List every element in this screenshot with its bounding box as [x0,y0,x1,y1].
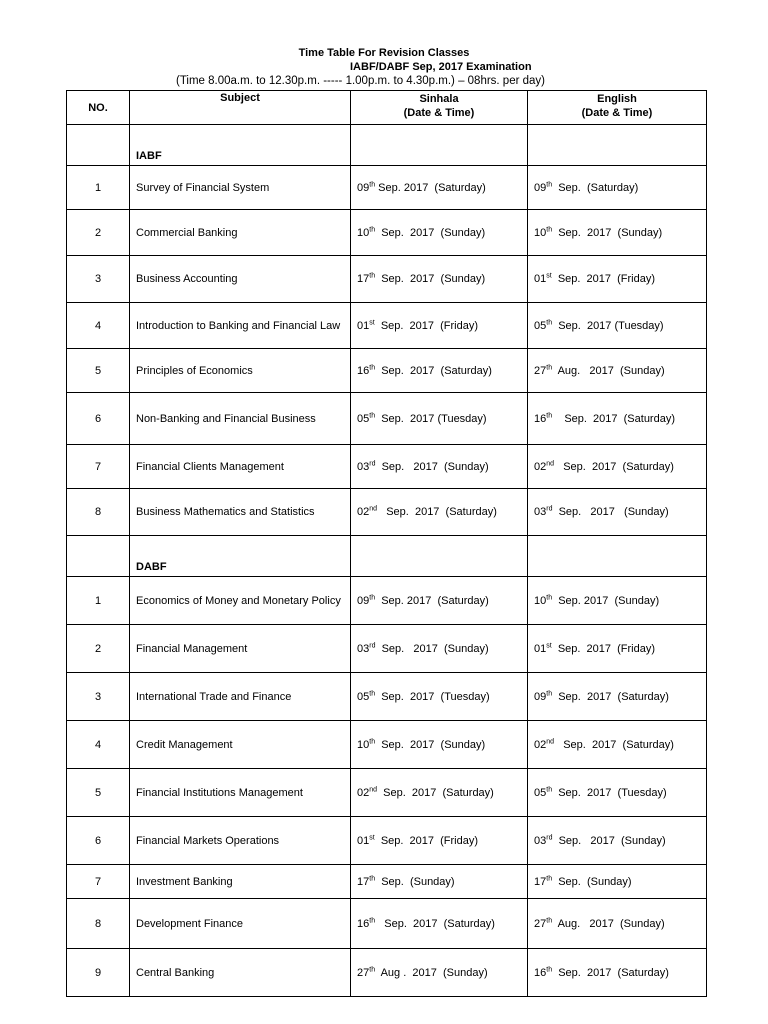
row-no: 6 [67,817,130,865]
sinhala-day: 05 [357,412,370,425]
header-english-label: English [597,93,637,105]
english-day: 05 [534,786,547,799]
row-english-date [528,625,707,673]
english-date-text [534,967,669,979]
english-day: 09 [534,181,547,194]
english-day: 01 [534,273,547,286]
english-day-suffix: th [546,594,553,602]
sinhala-day: 03 [357,642,370,655]
sinhala-date-text [357,227,485,239]
row-subject: Financial Institutions Management [130,769,351,817]
row-no: 3 [67,256,130,303]
sinhala-day-suffix: th [369,875,376,883]
sinhala-day-suffix: st [369,834,375,842]
row-english-date [528,577,707,625]
sinhala-day-suffix: th [369,226,376,234]
english-date-text [534,835,666,847]
header-sinhala [351,91,528,125]
english-month-year-weekday: Sep. (Sunday) [552,875,632,888]
row-english-date [528,166,707,210]
row-no: 1 [67,166,130,210]
sinhala-day: 01 [357,319,370,332]
row-sinhala-date [351,899,528,949]
row-subject: International Trade and Finance [130,673,351,721]
row-subject: Principles of Economics [130,349,351,393]
sinhala-date-text [357,787,494,799]
row-subject: Financial Clients Management [130,445,351,489]
row-no: 9 [67,949,130,997]
page-subtitle: IABF/DABF Sep, 2017 Examination [350,61,532,73]
english-date-text [534,413,675,425]
sinhala-day-suffix: th [369,917,376,925]
sinhala-month-year-weekday: Sep. (Sunday) [375,875,455,888]
page-title: Time Table For Revision Classes [298,47,470,59]
sinhala-day-suffix: nd [369,505,378,513]
table-row [67,949,707,997]
row-english-date [528,673,707,721]
row-sinhala-date [351,817,528,865]
header-english-datetime: (Date & Time) [581,107,653,119]
row-english-date [528,489,707,536]
sinhala-day-suffix: nd [369,786,378,794]
english-date-text [534,227,662,239]
sinhala-month-year-weekday: Aug . 2017 (Sunday) [375,966,488,979]
sinhala-day-suffix: th [369,594,376,602]
english-day: 03 [534,834,547,847]
english-day-suffix: th [546,319,553,327]
row-no: 3 [67,673,130,721]
row-no: 5 [67,349,130,393]
sinhala-day-suffix: th [369,690,376,698]
english-date-text [534,365,665,377]
section-row [67,125,707,166]
table-row [67,393,707,445]
row-sinhala-date [351,489,528,536]
english-day-suffix: nd [546,460,555,468]
english-day-suffix: th [546,364,553,372]
row-english-date [528,393,707,445]
english-month-year-weekday: Sep. 2017 (Sunday) [552,506,669,519]
english-date-text [534,506,669,518]
row-english-date [528,210,707,256]
sinhala-month-year-weekday: Sep. 2017 (Friday) [374,834,479,847]
english-day: 02 [534,460,547,473]
english-month-year-weekday: Sep. 2017 (Friday) [551,273,656,286]
english-day: 16 [534,966,547,979]
english-date-text [534,595,659,607]
row-subject: Economics of Money and Monetary Policy [130,577,351,625]
english-month-year-weekday: Aug. 2017 (Sunday) [552,364,665,377]
row-subject: Business Mathematics and Statistics [130,489,351,536]
sinhala-month-year-weekday: Sep. 2017 (Sunday) [375,642,489,655]
sinhala-day-suffix: th [369,738,376,746]
sinhala-month-year-weekday: Sep. 2017 (Sunday) [375,273,486,286]
row-english-date [528,303,707,349]
english-date-text [534,918,665,930]
english-day-suffix: th [546,786,553,794]
row-sinhala-date [351,393,528,445]
english-month-year-weekday: Sep. 2017 (Sunday) [552,226,663,239]
english-date-text [534,876,632,888]
english-date-text [534,320,664,332]
sinhala-day: 03 [357,460,370,473]
sinhala-date-text [357,182,486,194]
sinhala-day-suffix: th [369,181,376,189]
english-day: 17 [534,875,547,888]
sinhala-date-text [357,413,487,425]
table-row [67,625,707,673]
english-date-text [534,273,655,285]
row-subject: Financial Markets Operations [130,817,351,865]
english-day: 05 [534,319,547,332]
table-header-row [67,91,707,125]
english-day-suffix: th [546,690,553,698]
sinhala-day: 01 [357,834,370,847]
section-english-cell [528,125,707,166]
english-day-suffix: th [546,917,553,925]
table-row [67,817,707,865]
row-no: 2 [67,210,130,256]
english-month-year-weekday: Sep. (Saturday) [552,181,639,194]
time-note: (Time 8.00a.m. to 12.30p.m. ----- 1.00p.m. to 4.30p.m.) – 08hrs. per day) [176,75,545,87]
english-day-suffix: st [546,642,552,650]
english-day: 09 [534,690,547,703]
english-month-year-weekday: Sep. 2017 (Sunday) [552,594,660,607]
row-no: 1 [67,577,130,625]
sinhala-month-year-weekday: Sep. 2017 (Saturday) [375,917,495,930]
english-date-text [534,643,655,655]
header-english [528,91,707,125]
sinhala-month-year-weekday: Sep. 2017 (Saturday) [375,594,489,607]
row-subject: Financial Management [130,625,351,673]
row-english-date [528,769,707,817]
row-sinhala-date [351,949,528,997]
row-no: 4 [67,721,130,769]
sinhala-date-text [357,918,495,930]
row-no: 8 [67,489,130,536]
english-date-text [534,787,667,799]
sinhala-day: 02 [357,506,370,519]
english-day-suffix: th [546,966,553,974]
english-month-year-weekday: Aug. 2017 (Sunday) [552,917,665,930]
sinhala-day-suffix: rd [369,642,376,650]
sinhala-month-year-weekday: Sep. 2017 (Friday) [374,319,479,332]
sinhala-date-text [357,967,488,979]
section-sinhala-cell [351,125,528,166]
section-english-cell [528,536,707,577]
table-row [67,769,707,817]
sinhala-month-year-weekday: Sep. 2017 (Tuesday) [375,690,490,703]
row-no: 7 [67,445,130,489]
sinhala-day-suffix: st [369,319,375,327]
sinhala-month-year-weekday: Sep. 2017 (Sunday) [375,226,486,239]
section-title: DABF [130,536,351,577]
english-day: 27 [534,364,547,377]
sinhala-date-text [357,691,490,703]
sinhala-day: 17 [357,875,370,888]
table-row [67,349,707,393]
english-day-suffix: nd [546,738,555,746]
row-no: 6 [67,393,130,445]
row-no: 2 [67,625,130,673]
english-date-text [534,739,674,751]
row-sinhala-date [351,577,528,625]
table-row [67,445,707,489]
sinhala-month-year-weekday: Sep. 2017 (Saturday) [375,364,492,377]
timetable [66,90,707,997]
sinhala-date-text [357,643,489,655]
row-subject: Introduction to Banking and Financial Law [130,303,351,349]
header-sinhala-label: Sinhala [419,93,459,105]
section-no-cell [67,125,130,166]
sinhala-day: 16 [357,364,370,377]
english-month-year-weekday: Sep. 2017 (Tuesday) [552,319,664,332]
sinhala-day-suffix: th [369,364,376,372]
english-day-suffix: th [546,412,553,420]
row-subject: Non-Banking and Financial Business [130,393,351,445]
sinhala-month-year-weekday: Sep. 2017 (Saturday) [377,786,494,799]
sinhala-day: 10 [357,226,370,239]
sinhala-month-year-weekday: Sep. 2017 (Sunday) [375,738,486,751]
row-sinhala-date [351,166,528,210]
sinhala-day-suffix: th [369,966,376,974]
table-row [67,303,707,349]
row-sinhala-date [351,769,528,817]
sinhala-day: 09 [357,181,370,194]
header-sinhala-datetime: (Date & Time) [403,107,475,119]
row-sinhala-date [351,865,528,899]
row-sinhala-date [351,349,528,393]
table-row [67,210,707,256]
english-day-suffix: rd [546,505,553,513]
row-subject: Commercial Banking [130,210,351,256]
sinhala-date-text [357,273,485,285]
row-english-date [528,865,707,899]
row-sinhala-date [351,256,528,303]
section-no-cell [67,536,130,577]
english-date-text [534,182,638,194]
row-no: 7 [67,865,130,899]
english-month-year-weekday: Sep. 2017 (Friday) [551,642,656,655]
english-day: 27 [534,917,547,930]
sinhala-date-text [357,461,489,473]
english-date-text [534,461,674,473]
sinhala-date-text [357,835,478,847]
section-sinhala-cell [351,536,528,577]
row-sinhala-date [351,303,528,349]
sinhala-day-suffix: th [369,272,376,280]
sinhala-month-year-weekday: Sep. 2017 (Tuesday) [375,412,487,425]
section-title: IABF [130,125,351,166]
row-english-date [528,899,707,949]
sinhala-date-text [357,506,497,518]
row-english-date [528,445,707,489]
english-month-year-weekday: Sep. 2017 (Sunday) [552,834,666,847]
table-row [67,489,707,536]
row-subject: Credit Management [130,721,351,769]
english-day-suffix: st [546,272,552,280]
english-day: 10 [534,594,547,607]
row-english-date [528,721,707,769]
table-row [67,577,707,625]
row-subject: Business Accounting [130,256,351,303]
row-sinhala-date [351,445,528,489]
table-row [67,865,707,899]
table-row [67,166,707,210]
row-english-date [528,256,707,303]
row-sinhala-date [351,625,528,673]
sinhala-date-text [357,365,492,377]
row-no: 4 [67,303,130,349]
section-row [67,536,707,577]
english-month-year-weekday: Sep. 2017 (Saturday) [554,460,674,473]
row-english-date [528,349,707,393]
row-english-date [528,817,707,865]
row-english-date [528,949,707,997]
sinhala-day: 02 [357,786,370,799]
english-day: 10 [534,226,547,239]
english-day: 01 [534,642,547,655]
sinhala-month-year-weekday: Sep. 2017 (Sunday) [375,460,489,473]
sinhala-date-text [357,739,485,751]
table-row [67,256,707,303]
sinhala-day: 10 [357,738,370,751]
sinhala-day-suffix: th [369,412,376,420]
sinhala-day: 27 [357,966,370,979]
table-row [67,899,707,949]
row-no: 5 [67,769,130,817]
sinhala-month-year-weekday: Sep. 2017 (Saturday) [375,181,486,194]
row-subject: Development Finance [130,899,351,949]
sinhala-day: 09 [357,594,370,607]
english-month-year-weekday: Sep. 2017 (Saturday) [552,412,675,425]
english-month-year-weekday: Sep. 2017 (Saturday) [552,966,669,979]
sinhala-day: 05 [357,690,370,703]
table-row [67,673,707,721]
english-day: 02 [534,738,547,751]
row-no: 8 [67,899,130,949]
table-row [67,721,707,769]
row-sinhala-date [351,210,528,256]
english-day-suffix: th [546,875,553,883]
english-month-year-weekday: Sep. 2017 (Saturday) [552,690,669,703]
header-subject: Subject [130,91,351,125]
sinhala-day-suffix: rd [369,460,376,468]
english-month-year-weekday: Sep. 2017 (Tuesday) [552,786,667,799]
sinhala-day: 16 [357,917,370,930]
sinhala-day: 17 [357,273,370,286]
sinhala-date-text [357,876,455,888]
english-date-text [534,691,669,703]
english-day-suffix: th [546,226,553,234]
header-no: NO. [67,91,130,125]
sinhala-date-text [357,595,489,607]
english-day-suffix: rd [546,834,553,842]
row-subject: Investment Banking [130,865,351,899]
row-sinhala-date [351,721,528,769]
row-subject: Central Banking [130,949,351,997]
english-month-year-weekday: Sep. 2017 (Saturday) [554,738,674,751]
sinhala-date-text [357,320,478,332]
row-subject: Survey of Financial System [130,166,351,210]
row-sinhala-date [351,673,528,721]
sinhala-month-year-weekday: Sep. 2017 (Saturday) [377,506,497,519]
english-day-suffix: th [546,181,553,189]
english-day: 03 [534,506,547,519]
english-day: 16 [534,412,547,425]
